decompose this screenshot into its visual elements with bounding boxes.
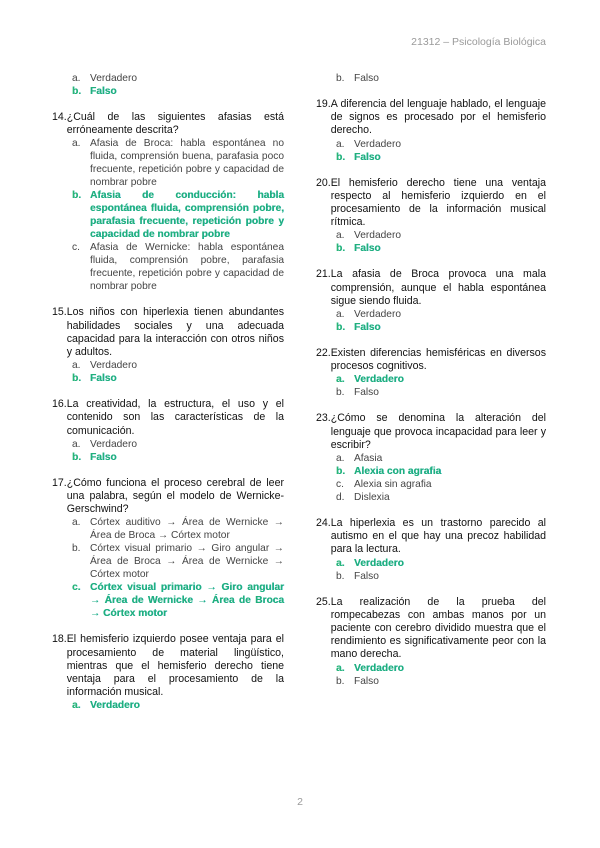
option-text: Falso xyxy=(354,675,379,687)
question-number: 16. xyxy=(52,398,67,411)
question-text: El hemisferio derecho tiene una ventaja respecto al hemisferio izquierdo en el procesamiento de la información musical rítmica. xyxy=(330,176,546,229)
answer-option xyxy=(336,478,546,491)
right-column xyxy=(316,72,546,701)
question-number: 22. xyxy=(316,347,331,360)
question-number: 18. xyxy=(52,633,67,646)
question-text: El hemisferio izquierdo posee ventaja para el procesamiento de material lingüístico, mientras que el hemisferio derecho tiene ventaja para el procesamiento de la información musical. xyxy=(66,633,284,699)
answer-options xyxy=(336,308,546,334)
answer-option-correct xyxy=(72,581,284,620)
question-number: 24. xyxy=(316,517,331,530)
question xyxy=(316,268,546,334)
question-number: 21. xyxy=(316,268,331,281)
answer-option xyxy=(72,137,284,189)
option-text: Verdadero xyxy=(354,557,404,569)
page-number: 2 xyxy=(297,796,303,808)
question-number: 15. xyxy=(52,306,67,319)
answer-option xyxy=(336,138,546,151)
answer-option xyxy=(336,675,546,688)
question-stem xyxy=(316,517,546,557)
question xyxy=(316,98,546,164)
answer-option xyxy=(336,308,546,321)
option-text: Falso xyxy=(354,151,381,163)
answer-option xyxy=(72,516,284,542)
option-letter: c. xyxy=(72,242,80,254)
answer-options xyxy=(72,137,284,293)
left-column xyxy=(52,72,284,725)
question-number: 17. xyxy=(52,476,67,489)
option-letter: a. xyxy=(72,700,81,712)
option-letter: b. xyxy=(336,322,346,334)
option-text: Córtex visual primario → Giro angular → Área de Wernicke → Área de Broca → Córtex motor xyxy=(90,582,284,620)
option-text: Afasia de conducción: habla espontánea fluida, comprensión pobre, parafasia frecuente, repetición pobre y capacidad de nombrar pobre xyxy=(90,190,284,241)
option-text: Verdadero xyxy=(90,700,140,712)
question-text: Existen diferencias hemisféricas en diversos procesos cognitivos. xyxy=(330,347,546,373)
answer-option xyxy=(72,438,284,451)
option-letter: a. xyxy=(72,138,81,150)
question-number: 20. xyxy=(316,176,331,189)
answer-option-correct xyxy=(336,151,546,164)
option-letter: a. xyxy=(72,438,81,450)
option-text: Córtex auditivo → Área de Wernicke → Área de Broca → Córtex motor xyxy=(90,517,284,542)
option-text: Falso xyxy=(354,243,381,255)
answer-option-correct xyxy=(72,85,284,98)
question-text: ¿Cómo se denomina la alteración del lenguaje que provoca incapacidad para leer y escribir? xyxy=(330,412,546,451)
answer-option-correct xyxy=(72,451,284,464)
answer-option-correct xyxy=(72,372,284,385)
answer-option xyxy=(336,570,546,583)
answer-option xyxy=(336,491,546,504)
option-letter: b. xyxy=(336,570,345,582)
option-text: Verdadero xyxy=(354,230,402,242)
option-text: Falso xyxy=(90,373,117,385)
option-letter: b. xyxy=(336,387,345,399)
answer-options xyxy=(72,359,284,385)
answer-option-correct xyxy=(336,557,546,570)
option-letter: b. xyxy=(72,451,82,463)
question-stem xyxy=(316,98,546,138)
option-text: Falso xyxy=(354,322,381,334)
question-text: A diferencia del lenguaje hablado, el lenguaje de signos es procesado por el hemisferio derecho. xyxy=(330,98,546,137)
question-text: Los niños con hiperlexia tienen abundantes habilidades sociales y una adecuada capacidad para la interacción con otros niños y adultos. xyxy=(66,306,284,359)
question-text: ¿Cómo funciona el proceso cerebral de leer una palabra, según el modelo de Wernicke-Gerschwind? xyxy=(66,476,284,516)
question-text: La hiperlexia es un trastorno parecido al autismo en el que hay una precoz habilidad para la lectura. xyxy=(330,517,546,556)
answer-options xyxy=(336,662,546,688)
option-letter: b. xyxy=(72,543,81,555)
option-text: Afasia de Broca: habla espontánea no fluida, comprensión buena, parafasia poco frecuente, repetición pobre y capacidad de nombrar pobre xyxy=(90,138,284,189)
option-text: Dislexia xyxy=(354,492,390,504)
option-letter: a. xyxy=(336,374,345,386)
answer-option xyxy=(72,359,284,372)
option-text: Afasia de Wernicke: habla espontánea fluida, comprensión pobre, parafasia frecuente, repetición pobre y capacidad de nombrar pobre xyxy=(90,242,284,293)
option-text: Verdadero xyxy=(354,138,402,150)
option-letter: c. xyxy=(72,582,81,594)
option-letter: b. xyxy=(336,243,346,255)
option-letter: b. xyxy=(72,373,82,385)
option-text: Verdadero xyxy=(90,360,138,372)
question-stem xyxy=(52,398,284,438)
option-letter: a. xyxy=(336,662,345,674)
option-letter: a. xyxy=(336,309,345,321)
answer-options xyxy=(72,699,284,712)
question xyxy=(316,517,546,583)
option-letter: a. xyxy=(336,230,345,242)
answer-options xyxy=(336,373,546,399)
answer-options xyxy=(72,72,284,98)
answer-option xyxy=(336,72,546,85)
question-number: 19. xyxy=(316,98,331,110)
option-text: Verdadero xyxy=(90,438,138,450)
answer-option xyxy=(72,72,284,85)
answer-option xyxy=(336,386,546,399)
option-text: Falso xyxy=(354,570,379,582)
option-text: Verdadero xyxy=(354,309,402,321)
question-stem xyxy=(316,268,546,308)
answer-options xyxy=(72,516,284,620)
answer-option-correct xyxy=(72,189,284,241)
question-number: 25. xyxy=(316,595,331,608)
question xyxy=(52,72,284,98)
option-text: Falso xyxy=(90,451,117,463)
question-number: 14. xyxy=(52,111,67,123)
option-letter: a. xyxy=(72,360,81,372)
question xyxy=(316,596,546,688)
option-letter: a. xyxy=(336,138,345,150)
question xyxy=(316,72,546,85)
option-text: Falso xyxy=(90,86,117,97)
question xyxy=(52,633,284,712)
option-text: Verdadero xyxy=(354,374,404,386)
answer-options xyxy=(336,138,546,164)
option-text: Verdadero xyxy=(90,73,138,84)
option-letter: b. xyxy=(336,151,346,163)
question xyxy=(316,177,546,256)
option-text: Falso xyxy=(354,387,379,399)
answer-option-correct xyxy=(336,321,546,334)
page-header: 21312 – Psicología Biológica xyxy=(411,36,546,48)
option-text: Alexia con agrafia xyxy=(354,466,442,478)
question-stem xyxy=(316,596,546,662)
question-stem xyxy=(52,477,284,517)
answer-option xyxy=(72,241,284,293)
question-stem xyxy=(52,306,284,359)
option-letter: b. xyxy=(72,86,82,97)
question-number: 23. xyxy=(316,412,331,425)
answer-options xyxy=(336,229,546,255)
answer-option-correct xyxy=(336,242,546,255)
option-letter: a. xyxy=(336,557,345,569)
question-stem xyxy=(52,111,284,137)
option-letter: d. xyxy=(336,492,345,504)
answer-option-correct xyxy=(336,465,546,478)
option-text: Alexia sin agrafia xyxy=(354,479,432,491)
option-text: Córtex visual primario → Giro angular → Área de Broca → Área de Wernicke → Córtex motor xyxy=(90,543,284,581)
option-letter: b. xyxy=(336,73,345,84)
option-text: Afasia xyxy=(354,453,383,465)
answer-options xyxy=(72,438,284,464)
answer-options xyxy=(336,557,546,583)
answer-option xyxy=(336,452,546,465)
question xyxy=(316,412,546,504)
option-text: Verdadero xyxy=(354,662,404,674)
option-letter: b. xyxy=(336,675,345,687)
question xyxy=(52,111,284,293)
question xyxy=(316,347,546,399)
option-letter: b. xyxy=(72,190,82,202)
option-letter: a. xyxy=(336,453,345,465)
option-letter: a. xyxy=(72,517,81,529)
question-text: La afasia de Broca provoca una mala comprensión, aunque el habla espontánea sigue siendo fluida. xyxy=(330,268,546,307)
answer-option xyxy=(336,229,546,242)
question-text: La realización de la prueba del rompecabezas con ambas manos por un paciente con cerebro dividido muestra que el rendimiento es significativamente peor con la mano derecha. xyxy=(330,595,546,661)
option-letter: b. xyxy=(336,466,346,478)
question xyxy=(52,306,284,385)
question-stem xyxy=(316,347,546,373)
answer-option-correct xyxy=(72,699,284,712)
answer-option xyxy=(72,542,284,581)
question-stem xyxy=(316,177,546,230)
option-letter: c. xyxy=(336,479,344,491)
question-stem xyxy=(316,412,546,452)
answer-options xyxy=(336,72,546,85)
option-text: Falso xyxy=(354,73,379,84)
question-stem xyxy=(52,633,284,699)
question xyxy=(52,398,284,464)
question-text: La creatividad, la estructura, el uso y el contenido son las características de la comunicación. xyxy=(66,398,284,437)
answer-option-correct xyxy=(336,662,546,675)
option-letter: a. xyxy=(72,73,81,84)
question xyxy=(52,477,284,621)
question-text: ¿Cuál de las siguientes afasias está erróneamente descrita? xyxy=(66,111,284,137)
answer-option-correct xyxy=(336,373,546,386)
answer-options xyxy=(336,452,546,504)
